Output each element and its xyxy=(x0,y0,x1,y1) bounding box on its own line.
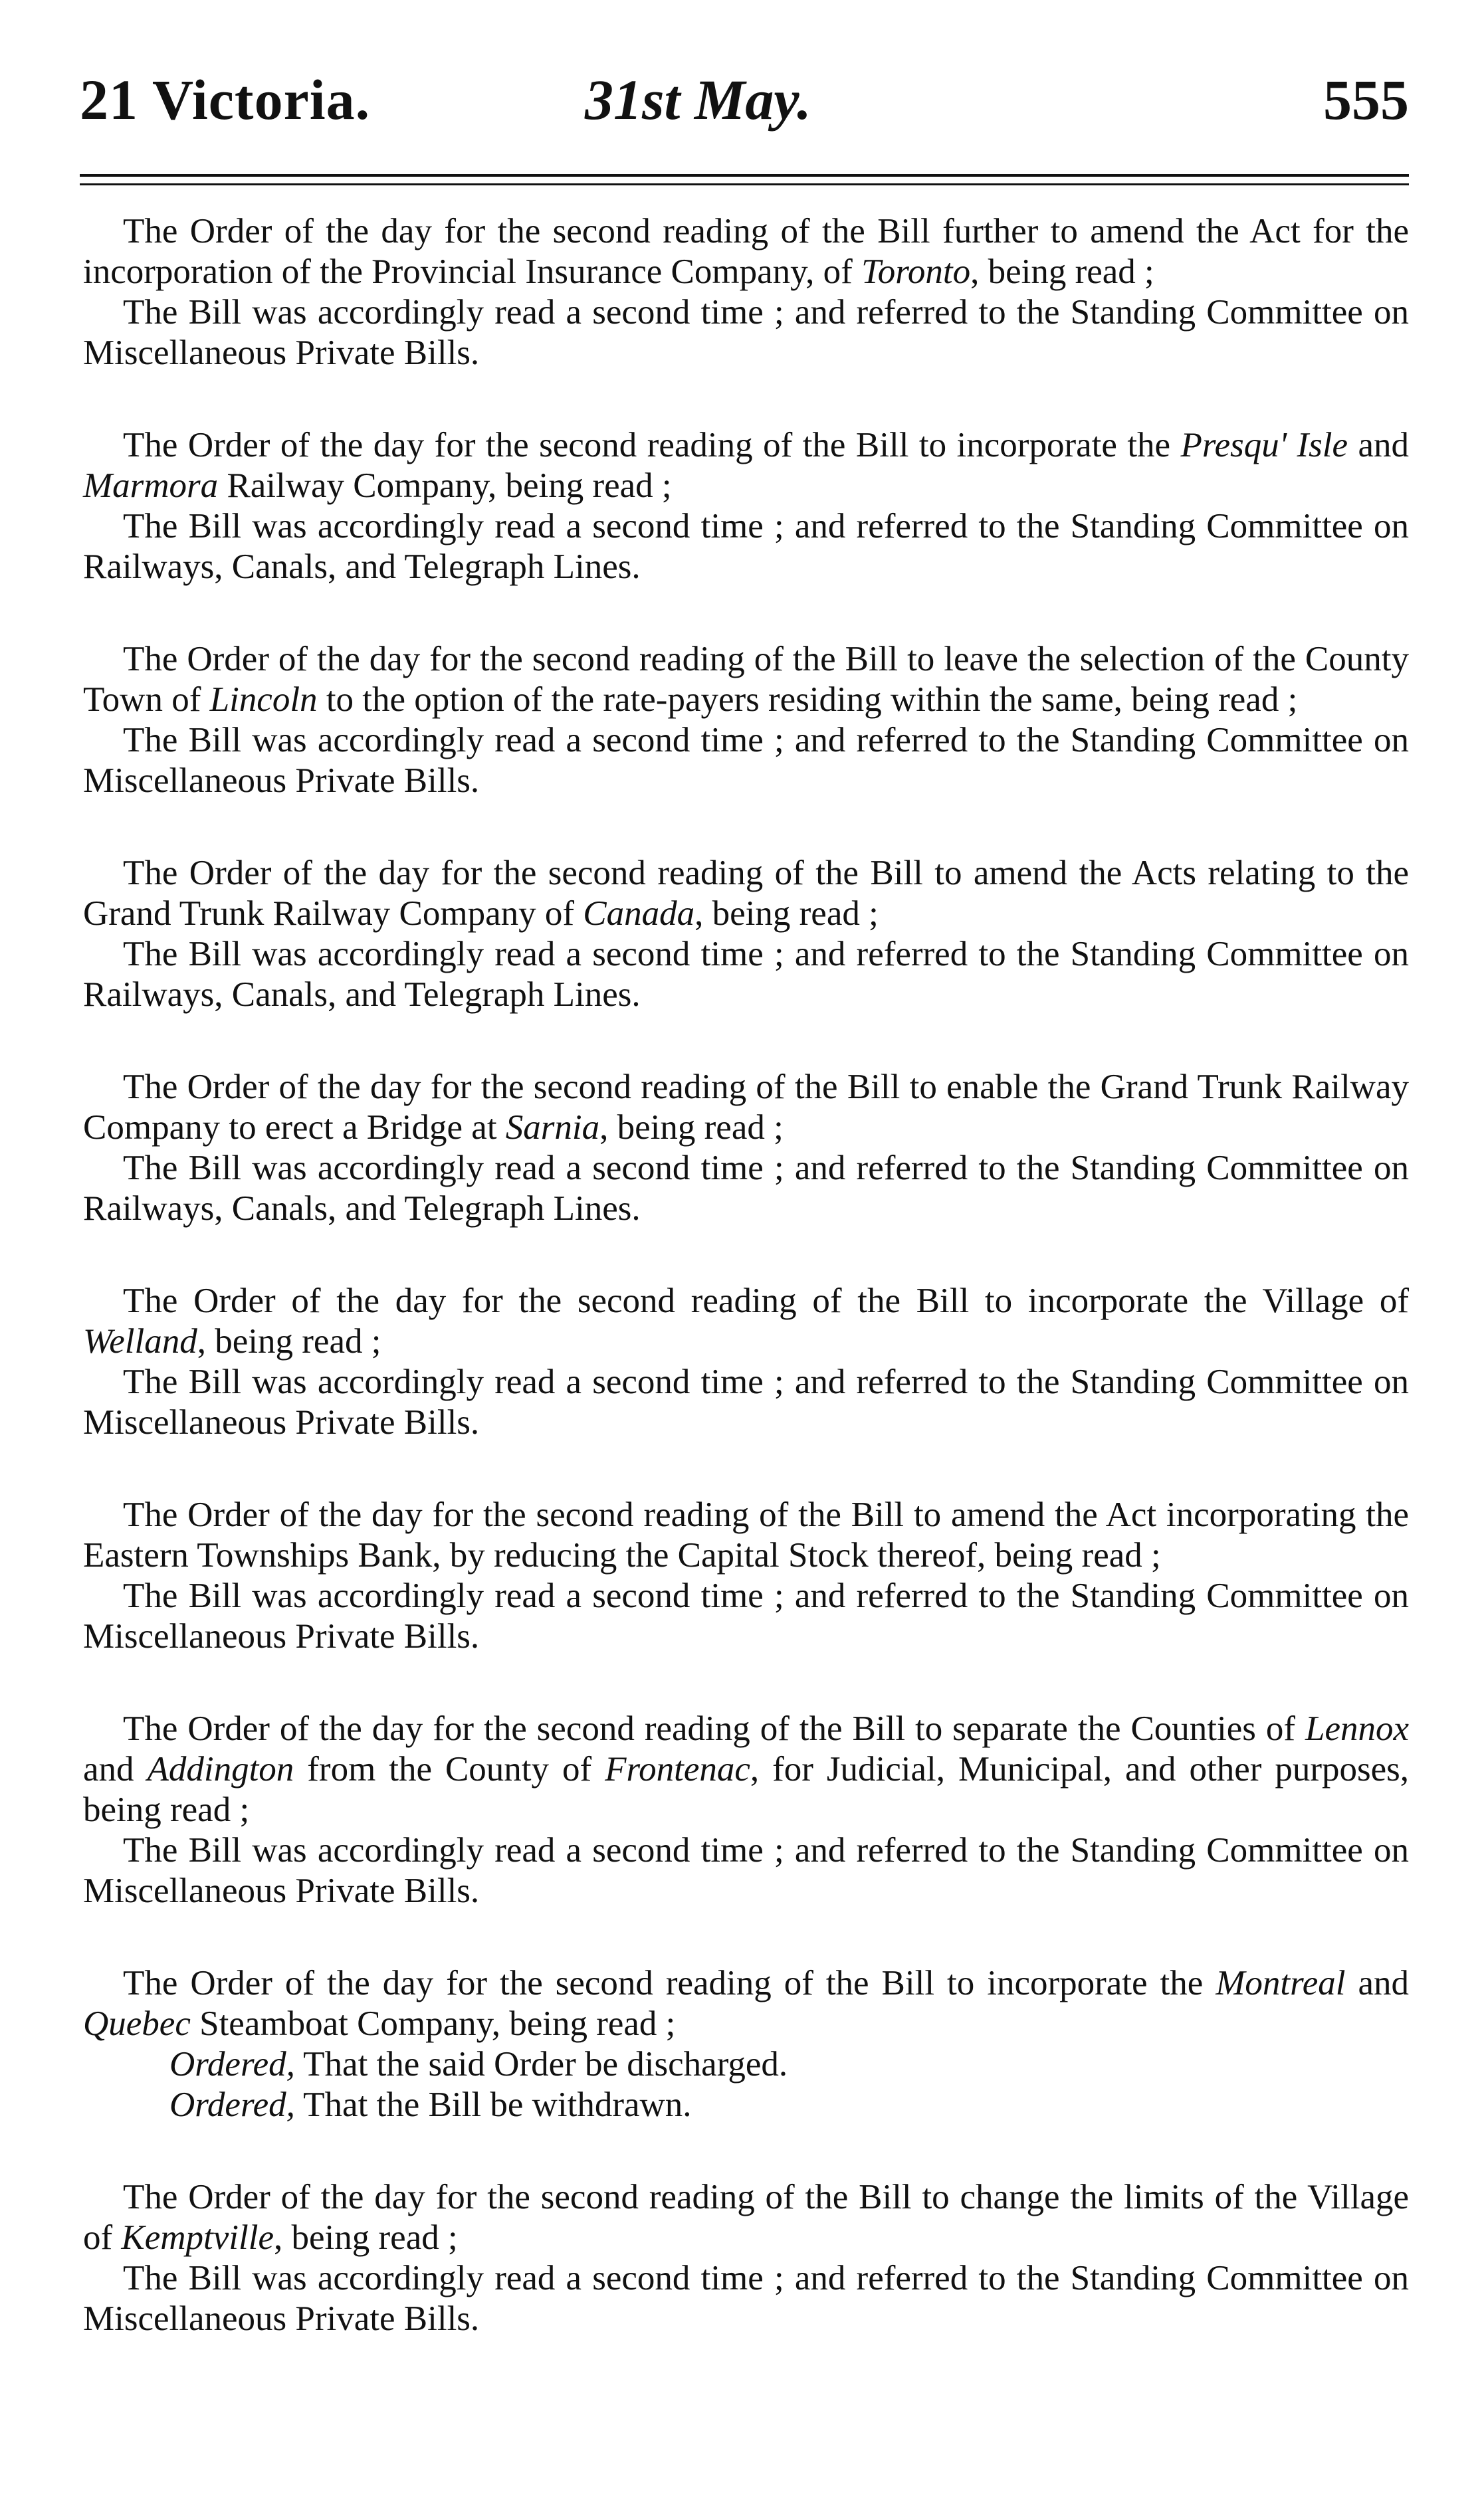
place-name: Frontenac xyxy=(605,1750,750,1789)
ordered-text: That the Bill be withdrawn. xyxy=(294,2085,692,2124)
result-paragraph: The Bill was accordingly read a second time ; and referred to the Standing Committee on Railways, Canals, and Telegraph Lines. xyxy=(83,507,1409,586)
order-paragraph xyxy=(83,2177,1409,2258)
order-text: The Order of the day for the second reading of the Bill further to amend the Act for the incorporation of the Provincial Insurance Company, of xyxy=(83,212,1409,291)
journal-body xyxy=(83,211,1409,2391)
order-paragraph xyxy=(83,425,1409,506)
order-text: from the County of xyxy=(294,1750,605,1789)
order-paragraph xyxy=(83,1067,1409,1148)
result-paragraph: The Bill was accordingly read a second time ; and referred to the Standing Committee on Railways, Canals, and Telegraph Lines. xyxy=(83,935,1409,1014)
order-text: The Order of the day for the second reading of the Bill to incorporate the xyxy=(123,426,1181,464)
order-text: , being read ; xyxy=(694,894,879,933)
order-text: Railway Company, being read ; xyxy=(218,466,672,505)
header-rule-thin xyxy=(80,183,1409,185)
order-text: The Order of the day for the second reading of the Bill to incorporate the Village of xyxy=(123,1282,1409,1320)
running-head xyxy=(80,53,1409,153)
page-number: 555 xyxy=(1323,68,1409,132)
place-name: Montreal xyxy=(1216,1964,1346,2002)
order-text: Steamboat Company, being read ; xyxy=(190,2004,676,2043)
order-text: , being read ; xyxy=(599,1108,784,1147)
order-text: The Order of the day for the second reading of the Bill to incorporate the xyxy=(123,1964,1216,2002)
order-paragraph xyxy=(83,211,1409,292)
order-text: , being read ; xyxy=(274,2218,458,2257)
order-paragraph xyxy=(83,853,1409,934)
ordered-paragraph xyxy=(83,2085,1409,2125)
order-paragraph xyxy=(83,1709,1409,1830)
place-name: Lincoln xyxy=(209,680,318,719)
place-name: Welland xyxy=(83,1322,197,1361)
journal-entry xyxy=(83,1495,1409,1657)
order-text: and xyxy=(1348,426,1410,464)
order-text: , being read ; xyxy=(197,1322,381,1361)
order-text: to the option of the rate-payers residing within the same, being read ; xyxy=(317,680,1298,719)
order-text: , being read ; xyxy=(970,252,1154,291)
place-name: Presqu' Isle xyxy=(1180,426,1348,464)
order-text: The Order of the day for the second reading of the Bill to separate the Counties of xyxy=(123,1709,1305,1748)
ordered-word: Ordered, xyxy=(169,2085,295,2124)
result-paragraph: The Bill was accordingly read a second time ; and referred to the Standing Committee on Miscellaneous Private Bills. xyxy=(83,2259,1409,2338)
place-name: Toronto xyxy=(861,252,971,291)
order-text: The Order of the day for the second reading of the Bill to enable the Grand Trunk Railway Company to erect a Bridge at xyxy=(83,1068,1409,1147)
place-name: Canada xyxy=(583,894,695,933)
result-paragraph: The Bill was accordingly read a second time ; and referred to the Standing Committee on Miscellaneous Private Bills. xyxy=(83,1831,1409,1910)
result-paragraph: The Bill was accordingly read a second time ; and referred to the Standing Committee on Railways, Canals, and Telegraph Lines. xyxy=(83,1149,1409,1228)
order-text: The Order of the day for the second reading of the Bill to leave the selection of the County Town of xyxy=(83,640,1409,719)
ordered-paragraph xyxy=(83,2044,1409,2085)
order-text: The Order of the day for the second reading of the Bill to change the limits of the Village of xyxy=(83,2178,1409,2257)
journal-entry xyxy=(83,1709,1409,1911)
result-paragraph: The Bill was accordingly read a second time ; and referred to the Standing Committee on Miscellaneous Private Bills. xyxy=(83,1577,1409,1656)
order-text: and xyxy=(1345,1964,1410,2002)
order-paragraph xyxy=(83,1963,1409,2044)
result-paragraph: The Bill was accordingly read a second time ; and referred to the Standing Committee on Miscellaneous Private Bills. xyxy=(83,721,1409,800)
place-name: Kemptville xyxy=(121,2218,274,2257)
order-text: and xyxy=(83,1750,148,1789)
order-text: The Order of the day for the second reading of the Bill to amend the Act incorporating the Eastern Townships Bank, by reducing the Capital Stock thereof, being read ; xyxy=(83,1496,1409,1575)
order-paragraph xyxy=(83,1281,1409,1362)
result-paragraph: The Bill was accordingly read a second time ; and referred to the Standing Committee on Miscellaneous Private Bills. xyxy=(83,293,1409,372)
journal-entry xyxy=(83,639,1409,801)
journal-entry xyxy=(83,211,1409,373)
place-name: Marmora xyxy=(83,466,219,505)
order-paragraph xyxy=(83,1495,1409,1576)
journal-entry xyxy=(83,425,1409,587)
ordered-text: That the said Order be discharged. xyxy=(294,2045,788,2084)
header-regnal-year: 21 Victoria. xyxy=(80,68,371,132)
place-name: Sarnia xyxy=(505,1108,600,1147)
journal-entry xyxy=(83,1067,1409,1229)
order-text: , for Judicial, Municipal, and other purposes, being read ; xyxy=(83,1750,1410,1829)
header-date: 31st May. xyxy=(585,68,811,132)
journal-entry xyxy=(83,853,1409,1015)
order-text: The Order of the day for the second reading of the Bill to amend the Acts relating to the Grand Trunk Railway Company of xyxy=(83,854,1409,933)
place-name: Lennox xyxy=(1305,1709,1409,1748)
place-name: Quebec xyxy=(83,2004,191,2043)
header-rule-thick xyxy=(80,174,1409,177)
journal-entry xyxy=(83,1281,1409,1443)
journal-entry xyxy=(83,2177,1409,2339)
journal-entry xyxy=(83,1963,1409,2125)
ordered-word: Ordered, xyxy=(169,2045,295,2084)
order-paragraph xyxy=(83,639,1409,720)
result-paragraph: The Bill was accordingly read a second time ; and referred to the Standing Committee on Miscellaneous Private Bills. xyxy=(83,1363,1409,1442)
place-name: Addington xyxy=(147,1750,294,1789)
